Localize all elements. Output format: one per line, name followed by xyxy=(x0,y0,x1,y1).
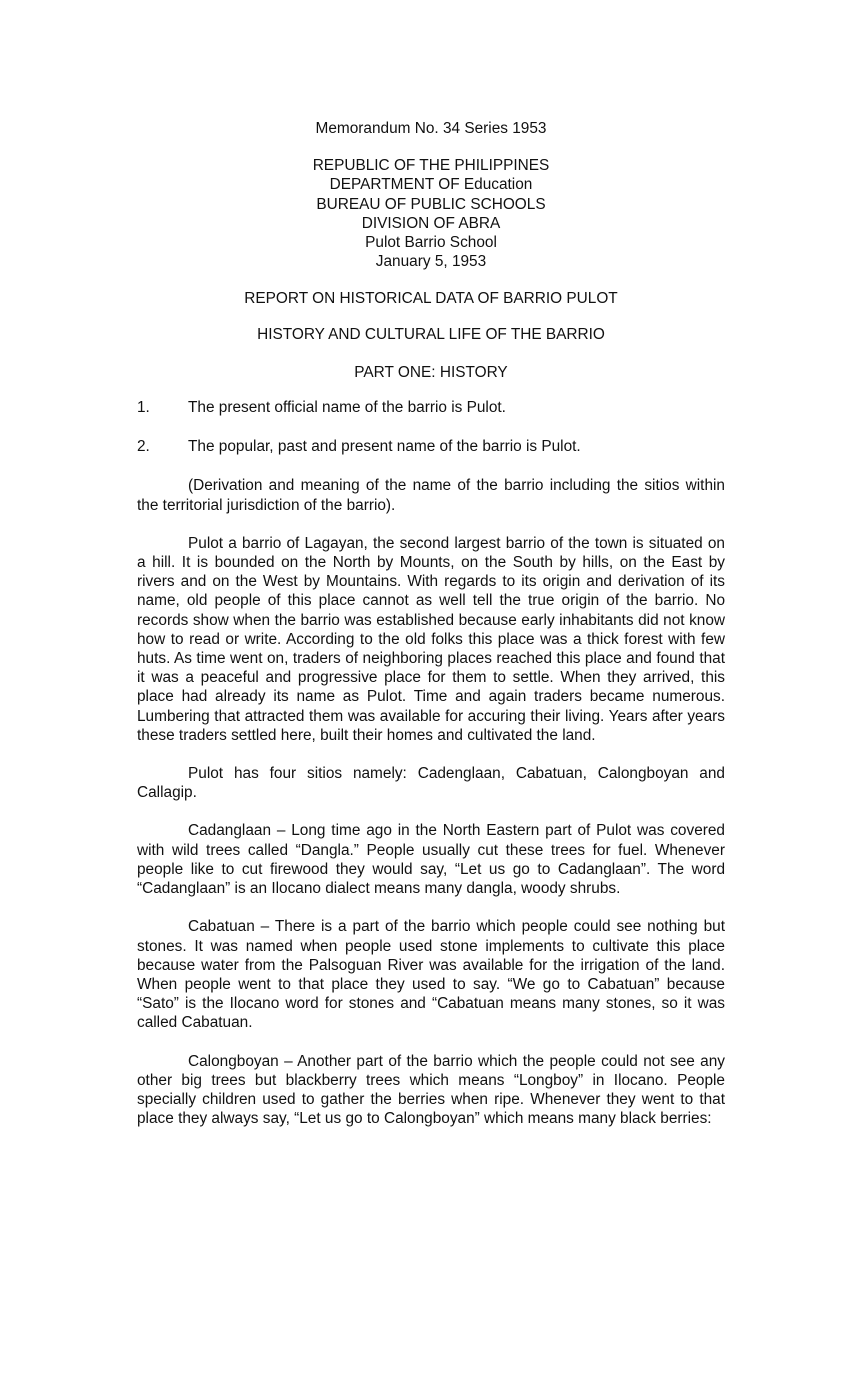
part-title-text: PART ONE: HISTORY xyxy=(354,363,508,381)
document-body xyxy=(137,119,725,1147)
subtitle-text: HISTORY AND CULTURAL LIFE OF THE BARRIO xyxy=(257,325,605,343)
list-item-number: 1. xyxy=(137,399,150,417)
letterhead xyxy=(137,156,725,271)
paragraph-cabatuan: Cabatuan – There is a part of the barrio which people could see nothing but stones. It was named when people used stone implements to cultivate this place because water from the Palsoguan River was available for the irrigation of the land. When people went to that place they used to say. “We go to Cabatuan” because “Sato” is the Ilocano word for stones and “Cabatuan means many stones, so it was called Cabatuan. xyxy=(137,918,725,1032)
header-line-bureau: BUREAU OF PUBLIC SCHOOLS xyxy=(316,195,546,213)
header-line-department: DEPARTMENT OF Education xyxy=(329,176,533,194)
paragraph-pulot-history: Pulot a barrio of Lagayan, the second largest barrio of the town is situated on a hill. It is bounded on the North by Mounts, on the South by hills, on the East by rivers and on the West by Mountains. With regards to its origin and derivation of its name, old people of this place cannot as well tell the true origin of the barrio. No records show when the barrio was established because early inhabitants did not know how to read or write. According to the old folks this place was a thick forest with few huts. As time went on, traders of neighboring places reached this place and found that it was a peaceful and progressive place for them to settle. When they arrived, this place had already its name as Pulot. Time and again traders became numerous. Lumbering that attracted them was available for accuring their living. Years after years these traders settled here, built their homes and cultivated the land. xyxy=(137,534,725,744)
report-title-text: REPORT ON HISTORICAL DATA OF BARRIO PULOT xyxy=(244,290,618,308)
list-item-number: 2. xyxy=(137,438,150,456)
paragraph-derivation-note: (Derivation and meaning of the name of the barrio including the sitios within the territorial jurisdiction of the barrio). xyxy=(137,477,725,514)
list-item-text: The popular, past and present name of the barrio is Pulot. xyxy=(188,438,581,456)
paragraph-sitios: Pulot has four sitios namely: Cadenglaan, Cabatuan, Calongboyan and Callagip. xyxy=(137,765,725,802)
report-title xyxy=(137,289,725,308)
paragraph-cadanglaan: Cadanglaan – Long time ago in the North Eastern part of Pulot was covered with wild trees called “Dangla.” People usually cut these trees for fuel. Whenever people like to cut firewood they would say, “Let us go to Cadanglaan”. The word “Cadanglaan” is an Ilocano dialect means many dangla, woody shrubs. xyxy=(137,822,725,898)
header-line-school: Pulot Barrio School xyxy=(365,234,497,252)
part-title xyxy=(137,363,725,382)
header-line-republic: REPUBLIC OF THE PHILIPPINES xyxy=(312,157,550,175)
list-item xyxy=(137,398,725,417)
list-item-text: The present official name of the barrio is Pulot. xyxy=(188,399,506,417)
list-item xyxy=(137,437,725,456)
memorandum-number xyxy=(137,119,725,138)
memorandum-text: Memorandum No. 34 Series 1953 xyxy=(315,120,547,137)
paragraph-calongboyan: Calongboyan – Another part of the barrio which the people could not see any other big trees but blackberry trees which means “Longboy” in Ilocano. People specially children used to gather the berries when ripe. Whenever they went to that place they always say, “Let us go to Calongboyan” which means many black berries: xyxy=(137,1052,725,1128)
header-line-date: January 5, 1953 xyxy=(375,253,487,271)
subtitle xyxy=(137,325,725,344)
header-line-division: DIVISION OF ABRA xyxy=(361,214,501,232)
